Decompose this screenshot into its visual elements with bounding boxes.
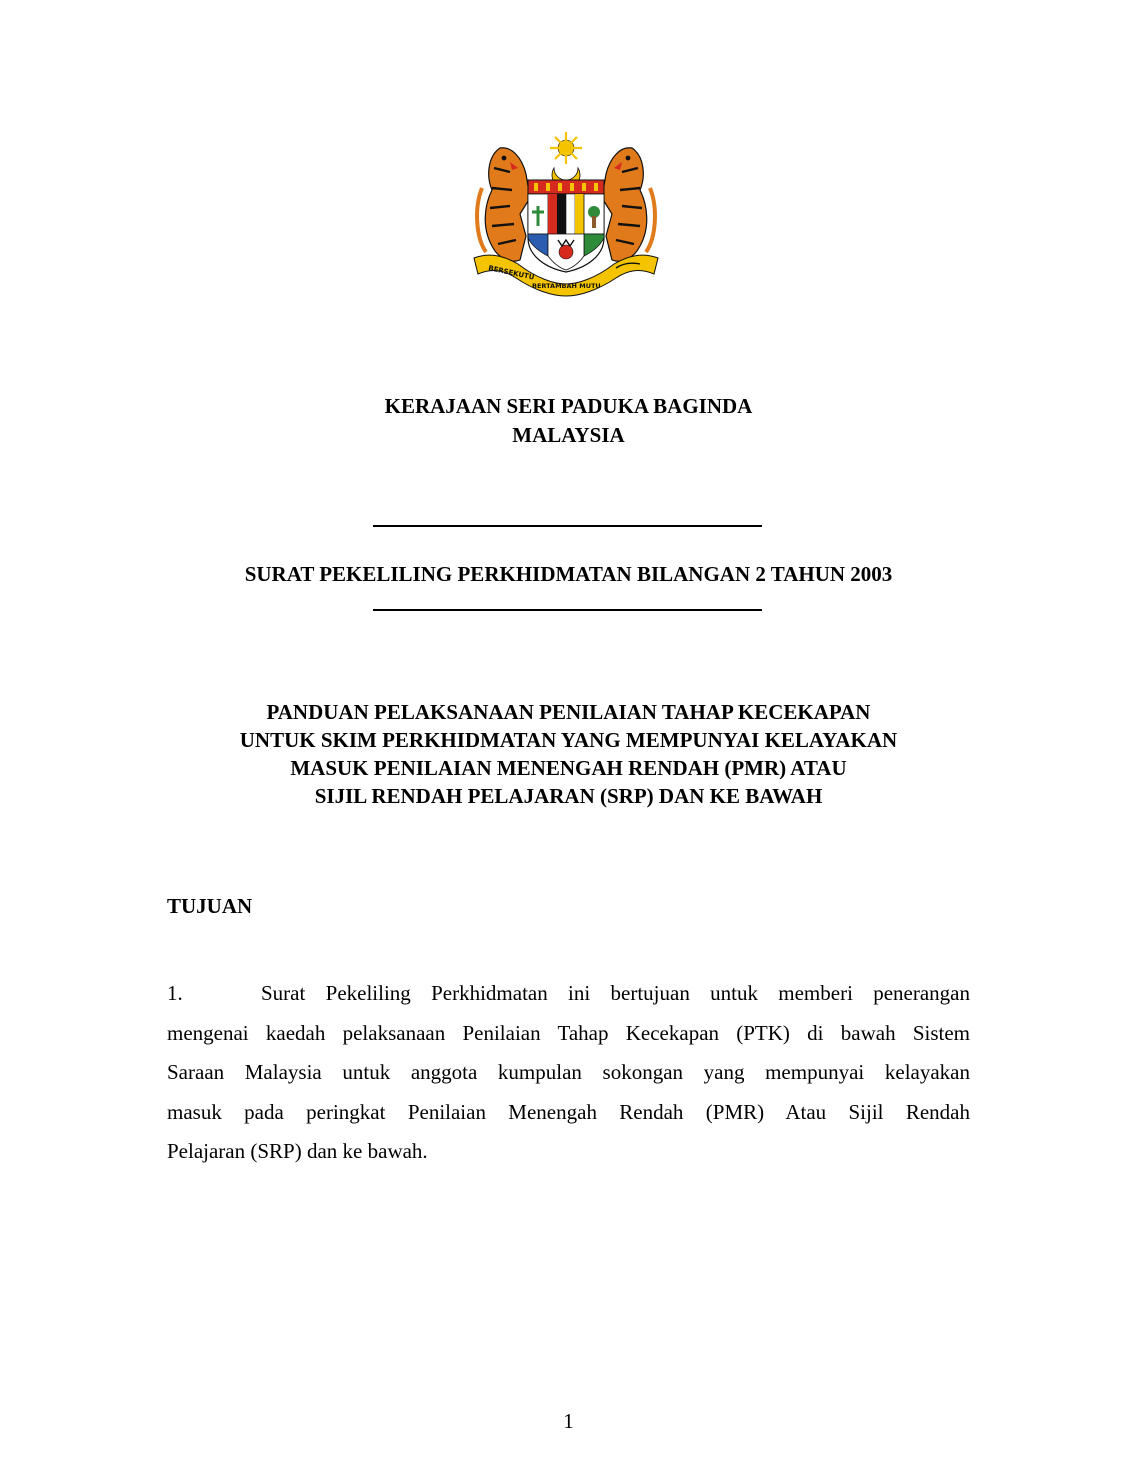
star-icon — [550, 132, 582, 164]
subject-title — [0, 698, 1137, 810]
subject-line: PANDUAN PELAKSANAAN PENILAIAN TAHAP KECEKAPAN — [266, 700, 871, 724]
shield-icon — [528, 180, 604, 272]
paragraph-line: Pelajaran (SRP) dan ke bawah. — [167, 1139, 428, 1163]
paragraph-1 — [167, 974, 970, 1172]
left-tiger-icon — [477, 148, 530, 261]
subject-line: UNTUK SKIM PERKHIDMATAN YANG MEMPUNYAI KELAYAKAN — [239, 728, 898, 752]
coat-of-arms-emblem — [470, 128, 662, 300]
subject-line: SIJIL RENDAH PELAJARAN (SRP) DAN KE BAWAH — [314, 784, 823, 808]
right-tiger-icon — [602, 148, 655, 261]
circular-title: SURAT PEKELILING PERKHIDMATAN BILANGAN 2 TAHUN 2003 — [244, 562, 893, 586]
paragraph-line-text: Surat Pekeliling Perkhidmatan ini bertujuan untuk memberi penerangan — [261, 981, 970, 1005]
motto-left-text: BERSEKUTU — [487, 264, 536, 282]
paragraph-line: mengenai kaedah pelaksanaan Penilaian Tahap Kecekapan (PTK) di bawah Sistem — [167, 1020, 970, 1045]
section-heading: TUJUAN — [167, 894, 253, 918]
paragraph-line: Saraan Malaysia untuk anggota kumpulan sokongan yang mempunyai kelayakan — [167, 1060, 970, 1084]
subject-line: MASUK PENILAIAN MENENGAH RENDAH (PMR) ATAU — [290, 756, 847, 780]
paragraph-number: 1. — [167, 981, 183, 1005]
motto-bottom-text: BERTAMBAH MUTU — [532, 282, 601, 290]
paragraph-line — [167, 974, 970, 1014]
header-line-1: KERAJAAN SERI PADUKA BAGINDA — [384, 394, 753, 418]
page-number: 1 — [563, 1409, 574, 1433]
paragraph-line: masuk pada peringkat Penilaian Menengah Rendah (PMR) Atau Sijil Rendah — [167, 1099, 970, 1124]
divider-bottom — [373, 609, 762, 611]
divider-top — [373, 525, 762, 527]
header-line-2: MALAYSIA — [512, 423, 625, 447]
